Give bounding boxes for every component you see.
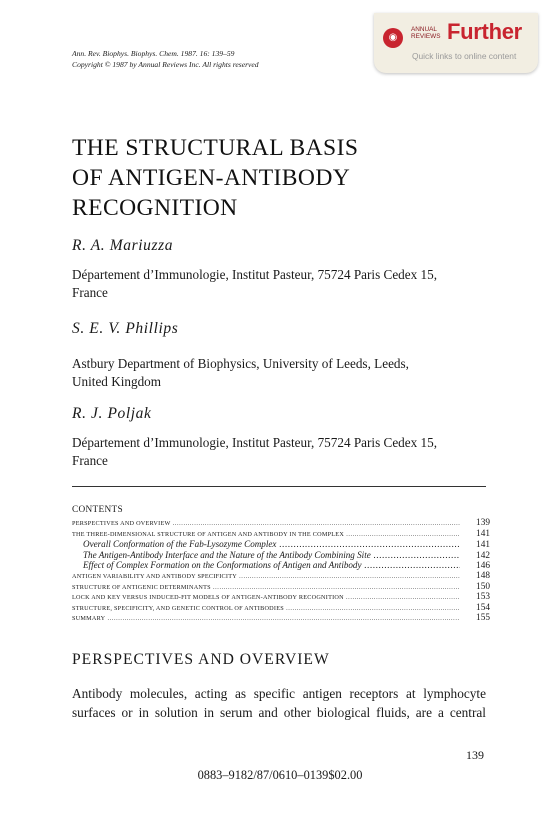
title-line: OF ANTIGEN-ANTIBODY [72, 165, 351, 191]
toc-entry-page: 139 [476, 518, 490, 528]
toc-entry-page: 155 [476, 613, 490, 624]
affiliation-line: Astbury Department of Biophysics, University of Leeds, Leeds, [72, 356, 409, 371]
toc-entry-title: The Antigen-Antibody Interface and the Nature of the Antibody Combining Site ..... [72, 550, 460, 560]
toc-entry-title: ANTIGEN VARIABILITY AND ANTIBODY SPECIFICITY ..... [72, 573, 460, 580]
citation-line: Ann. Rev. Biophys. Biophys. Chem. 1987. 16: 139–59 [72, 49, 235, 58]
toc-entry[interactable] [72, 592, 490, 603]
title-line: THE STRUCTURAL BASIS [72, 135, 359, 161]
annual-reviews-further-badge[interactable] [374, 13, 538, 73]
toc-entry-page: 148 [476, 570, 490, 581]
author-name: R. J. Poljak [72, 405, 152, 422]
toc-entry[interactable] [72, 550, 490, 561]
copyright-line: Copyright © 1987 by Annual Reviews Inc. All rights reserved [72, 60, 259, 69]
badge-further-label: Further [447, 19, 522, 44]
toc-entry-title: Effect of Complex Formation on the Conformations of Antigen and Antibody ..... [72, 560, 460, 570]
page-number: 139 [466, 748, 484, 762]
affiliation-line: Département d’Immunologie, Institut Pasteur, 75724 Paris Cedex 15, [72, 435, 437, 450]
badge-brand-line: REVIEWS [411, 33, 441, 41]
article-title [72, 133, 358, 223]
title-line: RECOGNITION [72, 195, 238, 221]
toc-entry-page: 154 [476, 602, 490, 613]
annual-reviews-logo-icon: ◉ [383, 28, 403, 48]
toc-entry-page: 150 [476, 581, 490, 592]
toc-entry-title: Overall Conformation of the Fab-Lysozyme Complex ..... [72, 539, 460, 549]
footer-code: 0883–9182/87/0610–0139$02.00 [197, 768, 363, 782]
toc-entry-title: STRUCTURE OF ANTIGENIC DETERMINANTS ..... [72, 584, 460, 591]
body-line: surfaces or in solution in serum and other biological fluids, are a central [72, 705, 486, 720]
toc-entry-title: LOCK AND KEY VERSUS INDUCED-FIT MODELS OF ANTIGEN-ANTIBODY RECOGNITION ..... [72, 594, 460, 601]
affiliation-line: France [72, 452, 108, 468]
author-affiliation [72, 434, 482, 469]
affiliation-line: United Kingdom [72, 373, 162, 389]
toc-entry[interactable] [72, 539, 490, 550]
author-affiliation [72, 266, 482, 301]
toc-entry[interactable] [72, 529, 490, 540]
toc-entry[interactable] [72, 560, 490, 571]
toc-entry-page: 141 [476, 528, 490, 539]
body-line: Antibody molecules, acting as specific antigen receptors at lymphocyte [72, 686, 486, 701]
badge-brand [411, 26, 441, 41]
table-of-contents [72, 518, 490, 624]
divider [72, 486, 486, 487]
toc-entry[interactable] [72, 571, 490, 582]
toc-entry-page: 141 [476, 540, 490, 551]
toc-entry-title: PERSPECTIVES AND OVERVIEW ..... [72, 520, 460, 527]
body-paragraph [72, 684, 486, 722]
toc-entry[interactable] [72, 613, 490, 624]
badge-brand-line: ANNUAL [411, 26, 437, 33]
toc-entry[interactable] [72, 518, 490, 529]
journal-citation [72, 48, 259, 70]
toc-entry-page: 153 [476, 592, 490, 603]
toc-entry[interactable] [72, 582, 490, 593]
affiliation-line: France [72, 284, 108, 300]
toc-entry-title: SUMMARY ..... [72, 615, 460, 622]
section-heading: PERSPECTIVES AND OVERVIEW [72, 651, 330, 668]
toc-entry-title: THE THREE-DIMENSIONAL STRUCTURE OF ANTIGEN AND ANTIBODY IN THE COMPLEX ..... [72, 531, 460, 538]
toc-entry[interactable] [72, 603, 490, 614]
author-name: R. A. Mariuzza [72, 237, 174, 254]
author-name: S. E. V. Phillips [72, 320, 179, 337]
contents-heading: CONTENTS [72, 505, 123, 515]
toc-entry-page: 142 [476, 550, 490, 561]
toc-entry-title: STRUCTURE, SPECIFICITY, AND GENETIC CONTROL OF ANTIBODIES ..... [72, 605, 460, 612]
author-affiliation [72, 355, 482, 390]
badge-subtitle: Quick links to online content [412, 51, 517, 61]
affiliation-line: Département d’Immunologie, Institut Pasteur, 75724 Paris Cedex 15, [72, 267, 437, 282]
toc-entry-page: 146 [476, 561, 490, 572]
